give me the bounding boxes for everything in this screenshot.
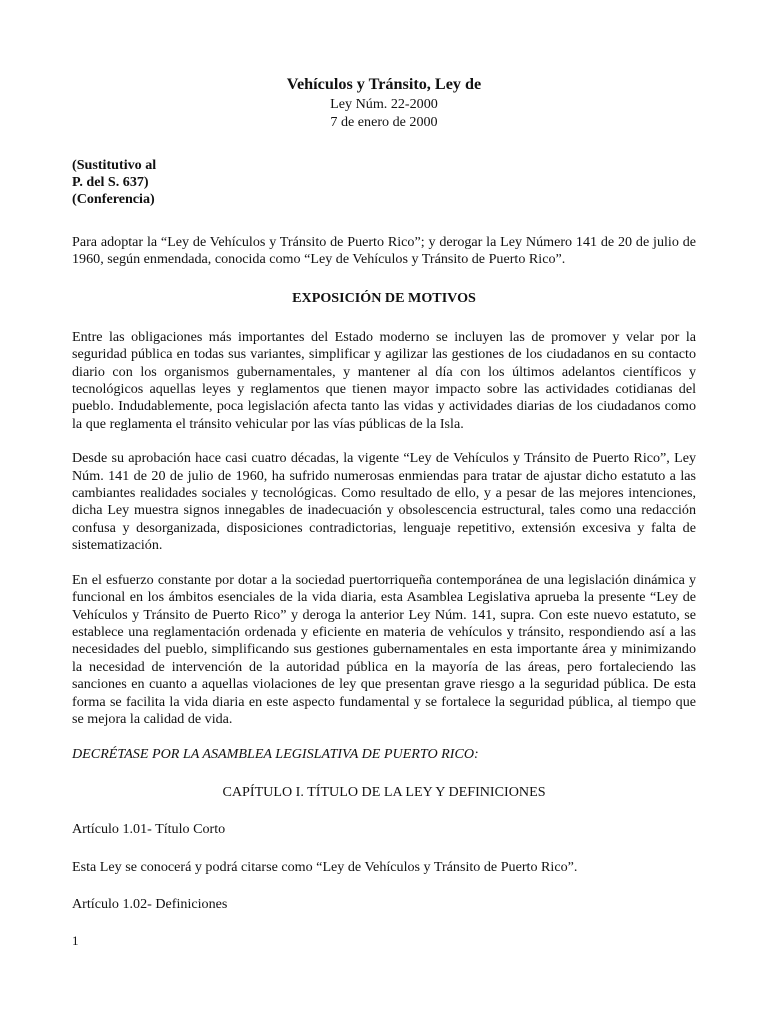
chapter-heading: CAPÍTULO I. TÍTULO DE LA LEY Y DEFINICIONES — [222, 783, 546, 800]
article-heading: Artículo 1.01- Título Corto — [72, 821, 226, 838]
page-number: 1 — [72, 933, 79, 948]
intro-paragraph: Para adoptar la “Ley de Vehículos y Tránsito de Puerto Rico”; y derogar la Ley Número 141 de 20 de julio de 1960, según enmendada, conocida como “Ley de Vehículos y Tránsito de Puerto Rico”. — [72, 233, 696, 268]
motives-paragraph: Entre las obligaciones más importantes del Estado moderno se incluyen las de promover y velar por la seguridad pública en todas sus variantes, simplificar y agilizar las gestiones de los ciudadanos en su contacto diario con los organismos gubernamentales, y mantener al día con los últimos adelantos científicos y tecnológicos aquellas leyes y reglamentos que tienen mayor impacto sobre las actividades cotidianas del pueblo. Indudablemente, poca legislación afecta tanto las vidas y actividades diarias de los ciudadanos como la que reglamenta el tránsito vehicular por las vías públicas de la Isla. — [72, 328, 696, 432]
article-text: Esta Ley se conocerá y podrá citarse como “Ley de Vehículos y Tránsito de Puerto Rico”. — [72, 858, 578, 875]
law-date: 7 de enero de 2000 — [330, 113, 438, 130]
substitute-line: (Sustitutivo al — [72, 157, 157, 173]
substitute-line: P. del S. 637) — [72, 174, 149, 191]
substitute-block — [72, 157, 696, 209]
law-number: Ley Núm. 22-2000 — [330, 96, 438, 112]
decree-line: DECRÉTASE POR LA ASAMBLEA LEGISLATIVA DE PUERTO RICO: — [72, 746, 479, 763]
motives-heading: EXPOSICIÓN DE MOTIVOS — [292, 290, 476, 307]
substitute-line: (Conferencia) — [72, 191, 155, 208]
motives-paragraph: En el esfuerzo constante por dotar a la sociedad puertorriqueña contemporánea de una legislación dinámica y funcional en los ámbitos esenciales de la vida diaria, esta Asamblea Legislativa aprueba la presente “Ley de Vehículos y Tránsito de Puerto Rico” y deroga la anterior Ley Núm. 141, supra. Con este nuevo estatuto, se establece una reglamentación ordenada y eficiente en materia de vehículos y tránsito, respondiendo así a las necesidades del pueblo, simplificando sus gestiones gubernamentales en esta importante área y minimizando la necesidad de intervención de la autoridad pública en la mayoría de las áreas, pero fortaleciendo las sanciones en cuanto a aquellas violaciones de ley que presentan grave riesgo a la seguridad pública. De esta forma se facilita la vida diaria en este aspecto fundamental y se fortalece la seguridad pública, al tiempo que se mejora la calidad de vida. — [72, 571, 696, 727]
motives-paragraph: Desde su aprobación hace casi cuatro décadas, la vigente “Ley de Vehículos y Tránsito de Puerto Rico”, Ley Núm. 141 de 20 de julio de 1960, ha sufrido numerosas enmiendas para tratar de ajustar dicho estatuto a las cambiantes realidades sociales y tecnológicas. Como resultado de ello, y a pesar de las mejores intenciones, dicha Ley muestra signos innegables de inadecuación y obsolescencia estructural, tales como una redacción confusa y desorganizada, disposiciones contradictorias, lenguaje repetitivo, extensión excesiva y falta de sistematización. — [72, 450, 696, 554]
document-title: Vehículos y Tránsito, Ley de — [286, 75, 482, 93]
article-heading: Artículo 1.02- Definiciones — [72, 895, 228, 912]
document-page — [72, 74, 696, 913]
